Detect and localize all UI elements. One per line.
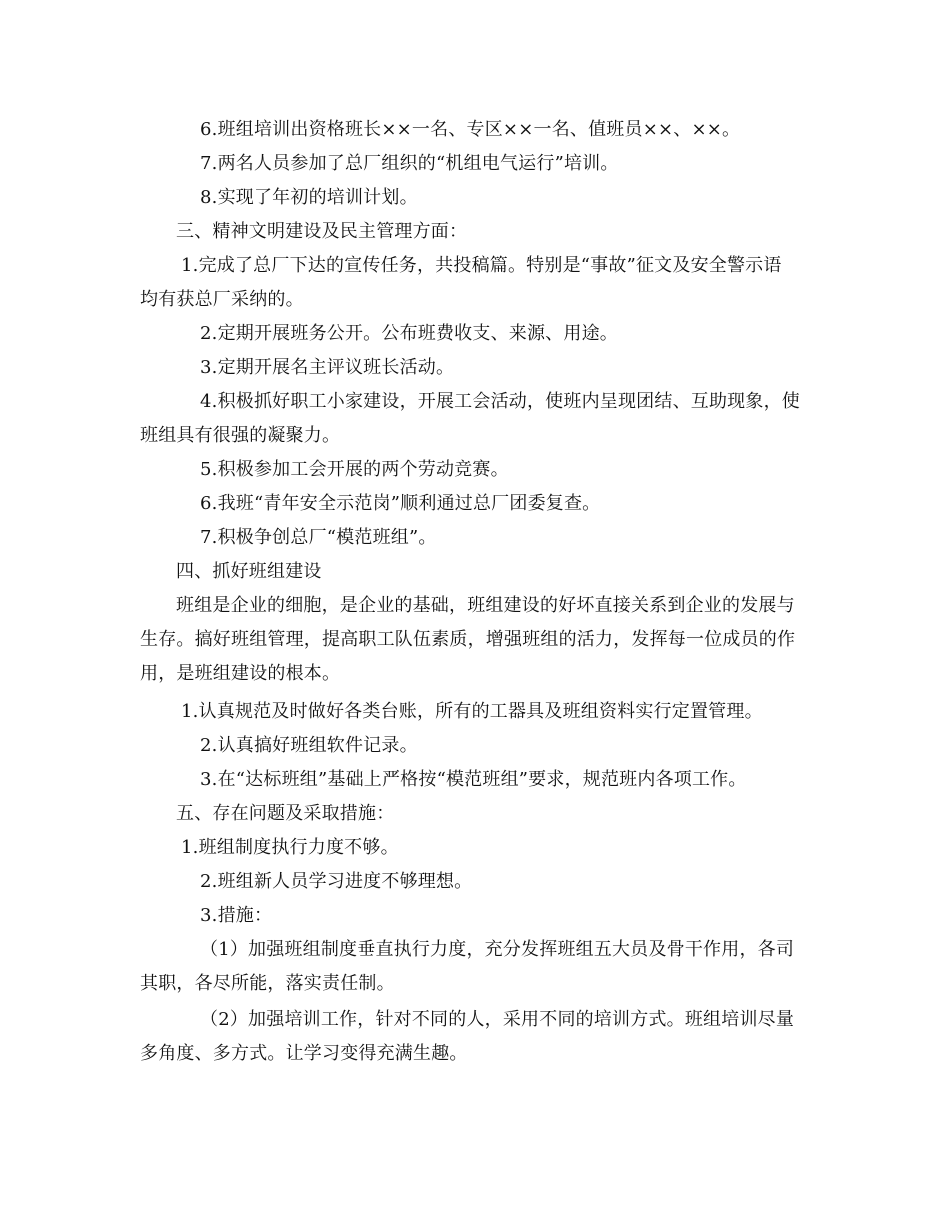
text-line: 3.在“达标班组”基础上严格按“模范班组”要求，规范班内各项工作。	[200, 769, 747, 790]
section-heading: 五、存在问题及采取措施：	[176, 803, 395, 824]
text-line: 1.认真规范及时做好各类台账，所有的工器具及班组资料实行定置管理。	[181, 701, 763, 722]
text-line: 3.定期开展名主评议班长活动。	[200, 357, 455, 378]
text-line: 4.积极抓好职工小家建设，开展工会活动，使班内呈现团结、互助现象，使	[200, 391, 800, 412]
section-heading: 三、精神文明建设及民主管理方面：	[176, 221, 468, 242]
text-line: 其职，各尽所能，落实责任制。	[140, 973, 395, 994]
text-line: 2.认真搞好班组软件记录。	[200, 735, 418, 756]
text-line: 均有获总厂采纳的。	[140, 289, 304, 310]
text-line: 生存。搞好班组管理，提高职工队伍素质，增强班组的活力，发挥每一位成员的作	[140, 629, 796, 650]
text-line: 3.措施：	[200, 905, 273, 926]
text-line: 用，是班组建设的根本。	[140, 663, 341, 684]
text-line: 6.班组培训出资格班长××一名、专区××一名、值班员××、××。	[200, 119, 741, 140]
text-line: 1.完成了总厂下达的宣传任务，共投稿篇。特别是“事故”征文及安全警示语	[181, 255, 782, 276]
section-heading: 四、抓好班组建设	[176, 561, 322, 582]
text-line: 6.我班“青年安全示范岗”顺利通过总厂团委复查。	[200, 493, 601, 514]
text-line: 班组是企业的细胞，是企业的基础，班组建设的好坏直接关系到企业的发展与	[176, 595, 795, 616]
text-line: 1.班组制度执行力度不够。	[181, 837, 399, 858]
text-line: 班组具有很强的凝聚力。	[140, 425, 341, 446]
text-line: 7.积极争创总厂“模范班组”。	[200, 527, 437, 548]
text-line: 8.实现了年初的培训计划。	[200, 187, 418, 208]
text-line: （2）加强培训工作，针对不同的人，采用不同的培训方式。班组培训尽量	[200, 1009, 795, 1030]
text-line: 2.班组新人员学习进度不够理想。	[200, 871, 473, 892]
text-line: 2.定期开展班务公开。公布班费收支、来源、用途。	[200, 323, 618, 344]
text-line: 7.两名人员参加了总厂组织的“机组电气运行”培训。	[200, 153, 619, 174]
text-line: （1）加强班组制度垂直执行力度，充分发挥班组五大员及骨干作用，各司	[200, 939, 795, 960]
text-line: 多角度、多方式。让学习变得充满生趣。	[140, 1043, 468, 1064]
text-line: 5.积极参加工会开展的两个劳动竞赛。	[200, 459, 509, 480]
